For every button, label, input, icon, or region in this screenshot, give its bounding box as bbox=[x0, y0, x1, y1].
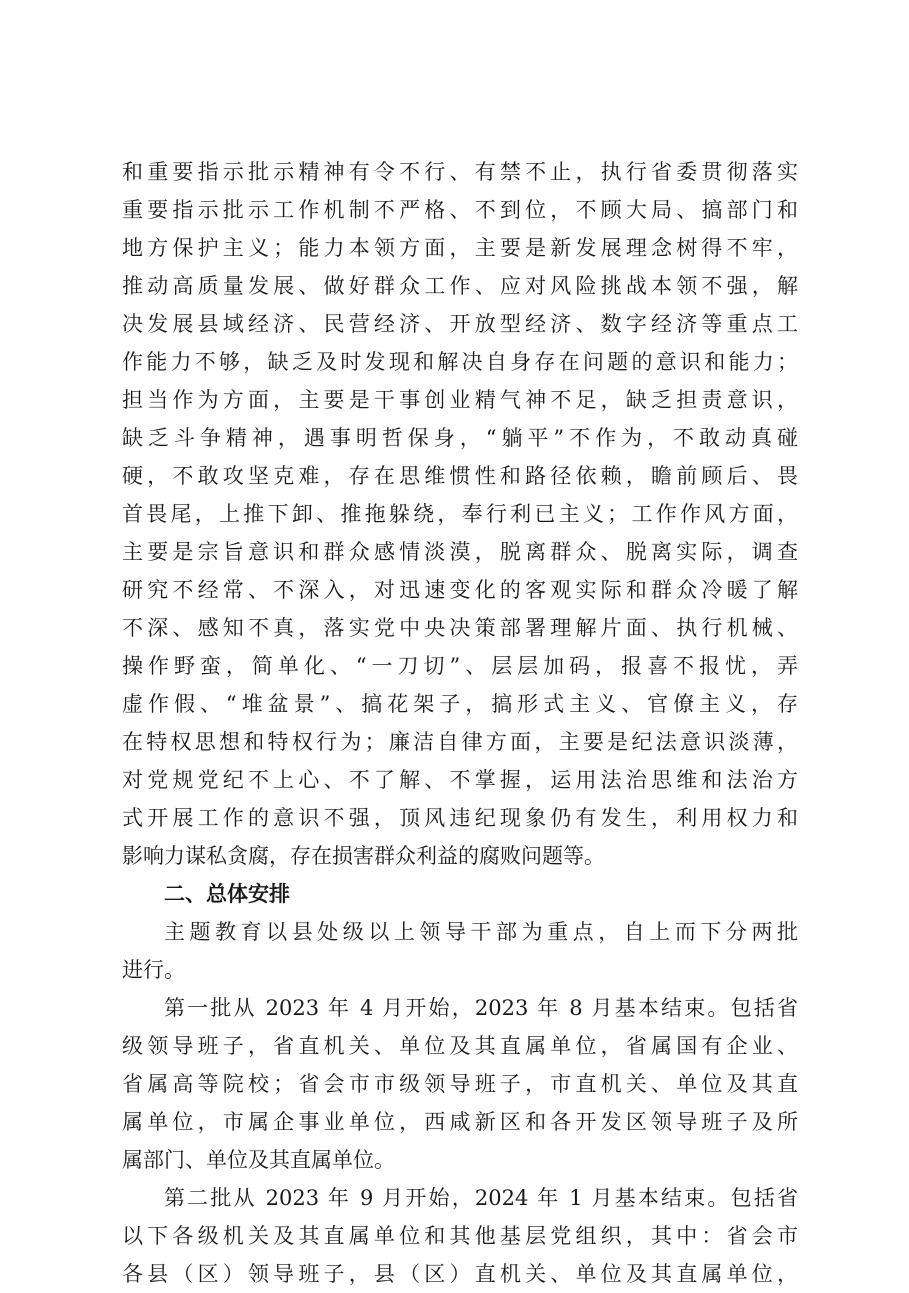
section-heading: 二、总体安排 bbox=[164, 882, 290, 906]
body-line: 第一批从 2023 年 4 月开始，2023 年 8 月基本结束。包括省 bbox=[164, 996, 798, 1020]
body-line: 缺乏斗争精神，遇事明哲保身，“躺平”不作为，不敢动真碰 bbox=[122, 426, 798, 450]
body-line: 不深、感知不真，落实党中央决策部署理解片面、执行机械、 bbox=[122, 616, 798, 640]
body-line: 各县（区）领导班子，县（区）直机关、单位及其直属单位， bbox=[122, 1262, 798, 1286]
body-line: 级领导班子，省直机关、单位及其直属单位，省属国有企业、 bbox=[122, 1034, 798, 1058]
body-line: 以下各级机关及其直属单位和其他基层党组织，其中：省会市 bbox=[122, 1224, 798, 1248]
body-line: 省属高等院校；省会市市级领导班子，市直机关、单位及其直 bbox=[122, 1072, 798, 1096]
body-line: 主要是宗旨意识和群众感情淡漠，脱离群众、脱离实际，调查 bbox=[122, 540, 798, 564]
body-line: 进行。 bbox=[122, 958, 185, 982]
body-line: 地方保护主义；能力本领方面，主要是新发展理念树得不牢， bbox=[122, 236, 798, 260]
body-line: 重要指示批示工作机制不严格、不到位，不顾大局、搞部门和 bbox=[122, 198, 798, 222]
body-line: 属单位，市属企事业单位，西咸新区和各开发区领导班子及所 bbox=[122, 1110, 798, 1134]
body-line: 虚作假、“堆盆景”、搞花架子，搞形式主义、官僚主义，存 bbox=[122, 692, 798, 716]
body-line: 主题教育以县处级以上领导干部为重点，自上而下分两批 bbox=[164, 920, 798, 944]
body-line: 在特权思想和特权行为；廉洁自律方面，主要是纪法意识淡薄， bbox=[122, 730, 798, 754]
body-line: 作能力不够，缺乏及时发现和解决自身存在问题的意识和能力； bbox=[122, 350, 798, 374]
body-line: 决发展县域经济、民营经济、开放型经济、数字经济等重点工 bbox=[122, 312, 798, 336]
body-line: 研究不经常、不深入，对迅速变化的客观实际和群众冷暖了解 bbox=[122, 578, 798, 602]
body-line: 担当作为方面，主要是干事创业精气神不足，缺乏担责意识， bbox=[122, 388, 798, 412]
body-line: 硬，不敢攻坚克难，存在思维惯性和路径依赖，瞻前顾后、畏 bbox=[122, 464, 798, 488]
body-line: 首畏尾，上推下卸、推拖躲绕，奉行利已主义；工作作风方面， bbox=[122, 502, 798, 526]
body-line: 推动高质量发展、做好群众工作、应对风险挑战本领不强，解 bbox=[122, 274, 798, 298]
body-line: 第二批从 2023 年 9 月开始，2024 年 1 月基本结束。包括省 bbox=[164, 1186, 798, 1210]
body-line: 属部门、单位及其直属单位。 bbox=[122, 1148, 395, 1172]
body-line: 操作野蛮，简单化、“一刀切”、层层加码，报喜不报忧，弄 bbox=[122, 654, 798, 678]
body-line: 式开展工作的意识不强，顶风违纪现象仍有发生，利用权力和 bbox=[122, 806, 798, 830]
body-line: 对党规党纪不上心、不了解、不掌握，运用法治思维和法治方 bbox=[122, 768, 798, 792]
document-body bbox=[122, 153, 798, 1293]
body-line: 和重要指示批示精神有令不行、有禁不止，执行省委贯彻落实 bbox=[122, 160, 798, 184]
body-line: 影响力谋私贪腐，存在损害群众利益的腐败问题等。 bbox=[122, 844, 605, 868]
